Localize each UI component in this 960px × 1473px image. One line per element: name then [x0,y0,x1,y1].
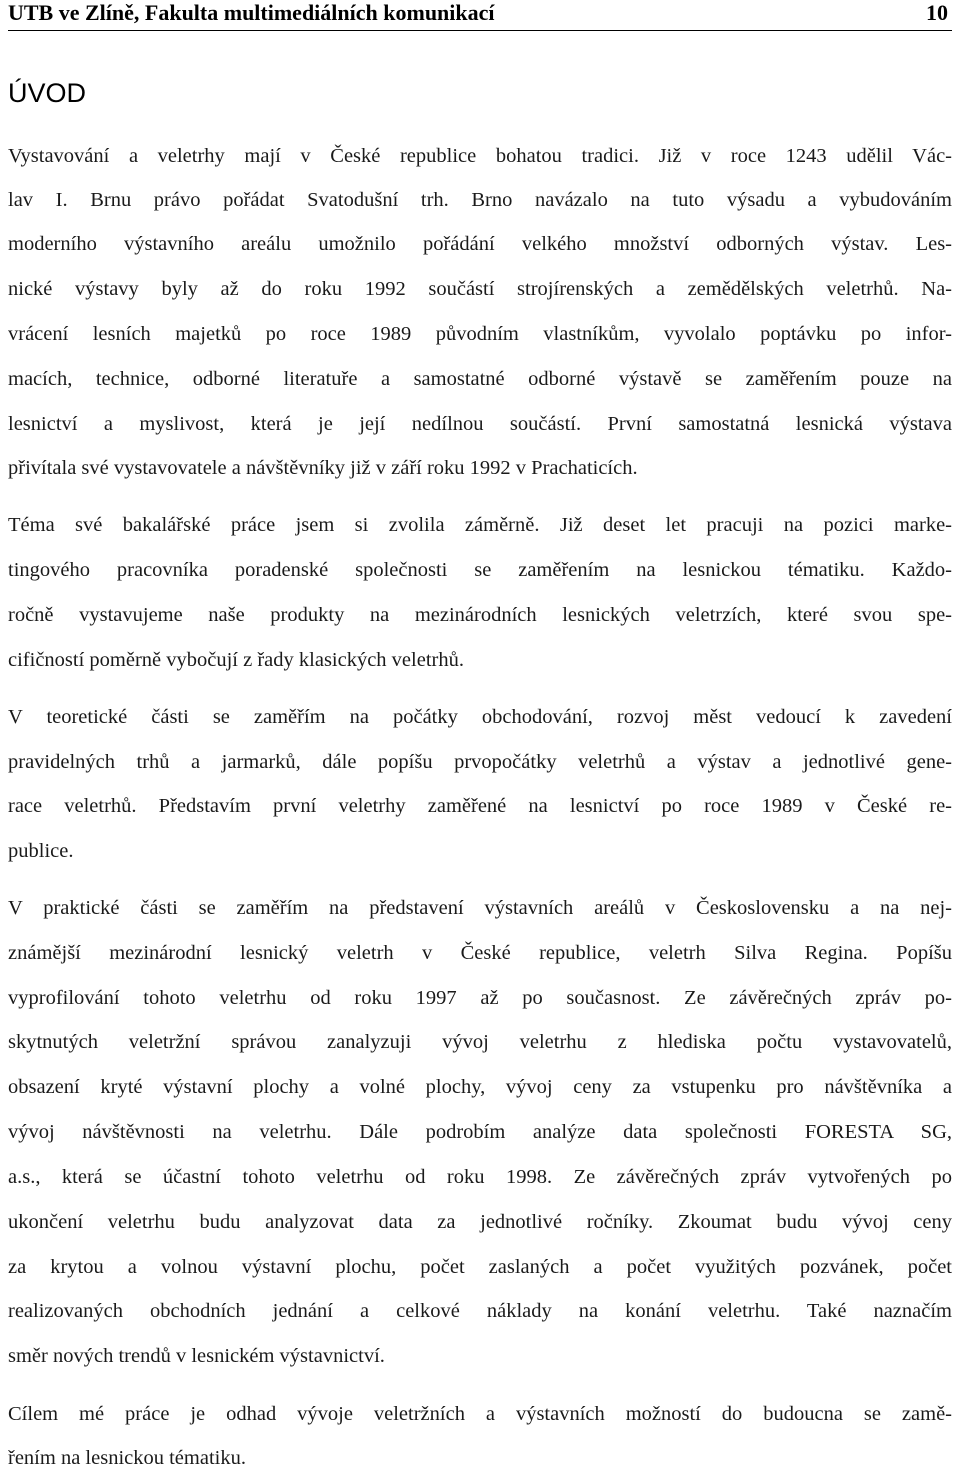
text-line: vyprofilování tohoto veletrhu od roku 1997 až po současnost. Ze závěrečných zpráv po- [8,987,952,1009]
text-line: Téma své bakalářské práce jsem si zvolila záměrně. Již deset let pracuji na pozici marke- [8,514,952,536]
section-heading: ÚVOD [8,78,87,108]
text-line: a.s., která se účastní tohoto veletrhu od roku 1998. Ze závěrečných zpráv vytvořených po [8,1166,952,1188]
text-line: cifičností poměrně vybočují z řady klasických veletrhů. [8,649,464,671]
text-line: přivítala své vystavovatele a návštěvníky již v září roku 1992 v Prachaticích. [8,457,638,479]
text-line: pravidelných trhů a jarmarků, dále popíšu prvopočátky veletrhů a výstav a jednotlivé gene- [8,751,952,773]
text-line: lesnictví a myslivost, která je její nedílnou součástí. První samostatná lesnická výstava [8,413,952,435]
text-line: směr nových trendů v lesnickém výstavnictví. [8,1345,385,1367]
text-line: obsazení kryté výstavní plochy a volné plochy, vývoj ceny za vstupenku pro návštěvníka a [8,1076,952,1098]
text-line: ukončení veletrhu budu analyzovat data za jednotlivé ročníky. Zkoumat budu vývoj ceny [8,1211,952,1233]
header-title: UTB ve Zlíně, Fakulta multimediálních komunikací [8,0,495,25]
text-line: macích, technice, odborné literatuře a samostatné odborné výstavě se zaměřením pouze na [8,368,952,390]
text-line: lav I. Brnu právo pořádat Svatodušní trh. Brno navázalo na tuto výsadu a vybudováním [8,189,952,211]
text-line: V teoretické části se zaměřím na počátky obchodování, rozvoj měst vedoucí k zavedení [8,706,952,728]
text-line: V praktické části se zaměřím na představení výstavních areálů v Československu a na nej- [8,897,952,919]
text-line: moderního výstavního areálu umožnilo pořádání velkého množství odborných výstav. Les- [8,233,952,255]
text-line: vývoj návštěvnosti na veletrhu. Dále podrobím analýze data společnosti FORESTA SG, [8,1121,952,1143]
text-line: tingového pracovníka poradenské společnosti se zaměřením na lesnickou tématiku. Každo- [8,559,952,581]
page-header [8,0,952,31]
text-line: řením na lesnickou tématiku. [8,1447,246,1469]
text-line: ročně vystavujeme naše produkty na mezinárodních lesnických veletrzích, které svou spe- [8,604,952,626]
text-line: známější mezinárodní lesnický veletrh v České republice, veletrh Silva Regina. Popíšu [8,942,952,964]
text-line: Vystavování a veletrhy mají v České republice bohatou tradici. Již v roce 1243 udělil Vác- [8,145,952,167]
text-line: vrácení lesních majetků po roce 1989 původním vlastníkům, vyvolalo poptávku po infor- [8,323,952,345]
text-line: skytnutých veletržní správou zanalyzuji vývoj veletrhu z hlediska počtu vystavovatelů, [8,1031,952,1053]
page-number: 10 [926,0,948,25]
text-line: nické výstavy byly až do roku 1992 součástí strojírenských a zemědělských veletrhů. Na- [8,278,952,300]
text-line: publice. [8,840,74,862]
text-line: za krytou a volnou výstavní plochu, počet zaslaných a počet využitých pozvánek, počet [8,1256,952,1278]
text-line: realizovaných obchodních jednání a celkové náklady na konání veletrhu. Také naznačím [8,1300,952,1322]
text-line: Cílem mé práce je odhad vývoje veletržních a výstavních možností do budoucna se zamě- [8,1403,952,1425]
text-line: race veletrhů. Představím první veletrhy zaměřené na lesnictví po roce 1989 v České re- [8,795,952,817]
